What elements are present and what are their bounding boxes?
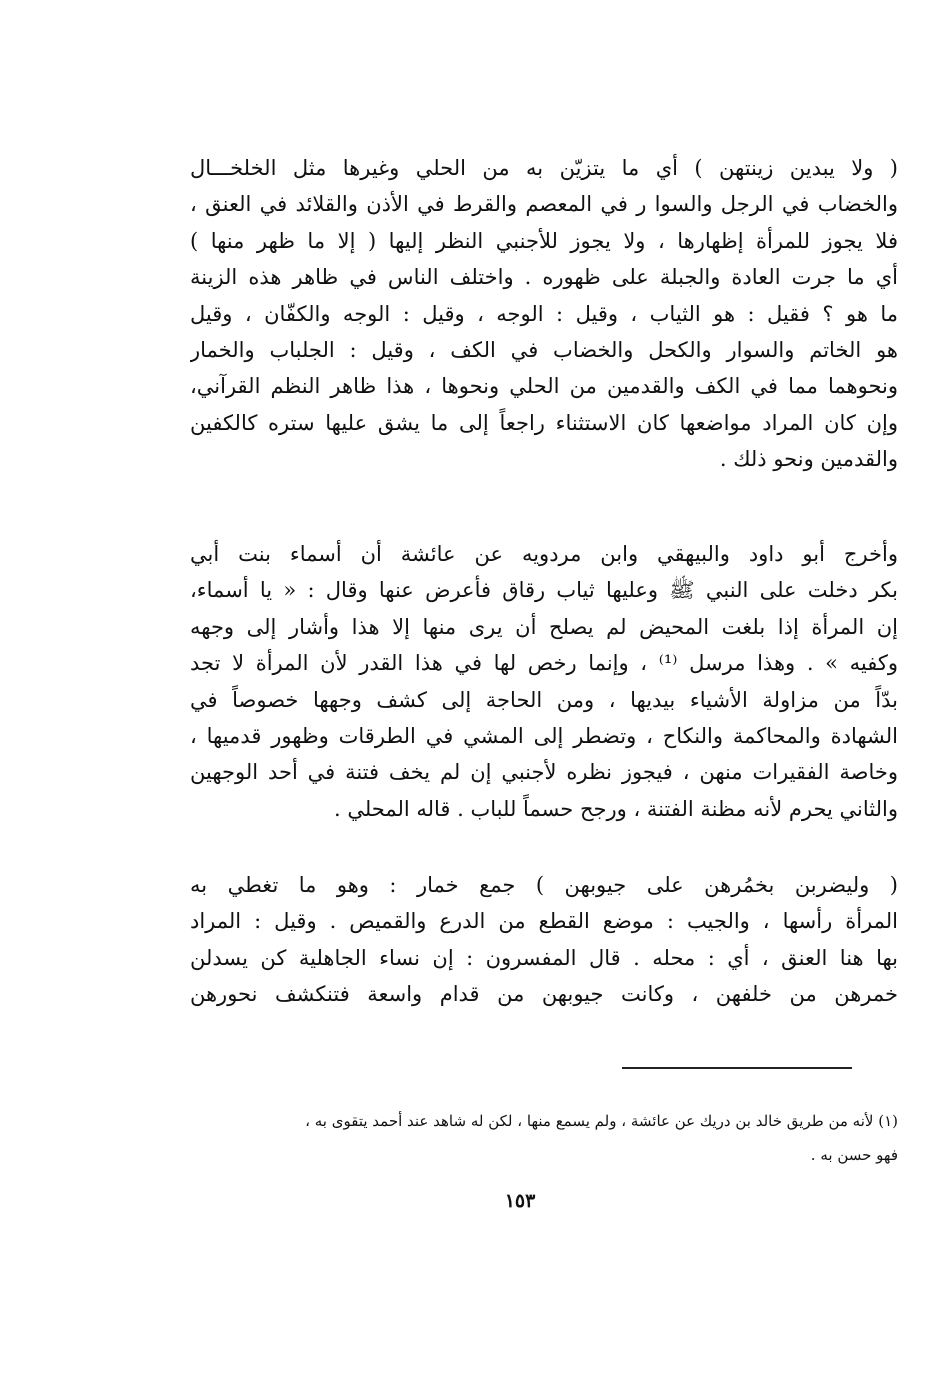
text-line: ( وليضربن بخمُرهن على جيوبهن ) جمع خمار : وهو ما تغطي به (190, 873, 898, 897)
text-line: بدّاً من مزاولة الأشياء بيديها ، ومن الحاجة إلى كشف وجهها خصوصاً في (190, 687, 898, 712)
text-line: المرأة رأسها ، والجيب : موضع القطع من الدرع والقميص . وقيل : المراد (190, 909, 898, 934)
text-line: خمرهن من خلفهن ، وكانت جيوبهن من قدام واسعة فتنكشف نحورهن (190, 982, 898, 1007)
text-line: أي ما جرت العادة والجبلة على ظهوره . واختلف الناس في ظاهر هذه الزينة (190, 265, 898, 290)
text-line: والقدمين ونحو ذلك . (719, 447, 898, 472)
text-line: والخضاب في الرجل والسوا ر في المعصم والقرط في الأذن والقلائد في العنق ، (190, 192, 898, 217)
footnotes (190, 1104, 898, 1172)
text-line: وإن كان المراد مواضعها كان الاستثناء راجعاً إلى ما يشق عليها ستره كالكفين (190, 410, 898, 435)
text-line: وأخرج أبو داود والبيهقي وابن مردويه عن عائشة أن أسماء بنت أبي (190, 542, 898, 566)
text-line: الشهادة والمحاكمة والنكاح ، وتضطر إلى المشي في الطرقات وظهور قدميها ، (190, 723, 898, 748)
text-line: والثاني يحرم لأنه مظنة الفتنة ، ورجح حسماً للباب . قاله المحلي . (333, 796, 898, 821)
page-number: ١٥٣ (504, 1190, 536, 1212)
text-line: فلا يجوز للمرأة إظهارها ، ولا يجوز للأجنبي النظر إليها ( إلا ما ظهر منها ) (190, 228, 898, 253)
footnote-line: (١) لأنه من طريق خالد بن دريك عن عائشة ، ولم يسمع منها ، لكن له شاهد عند أحمد يتقوى به ، (305, 1112, 898, 1130)
text-line: هو الخاتم والسوار والكحل والخضاب في الكف ، وقيل : الجلباب والخمار (190, 337, 898, 362)
text-line: إن المرأة إذا بلغت المحيض لم يصلح أن يرى منها إلا هذا وأشار إلى وجهه (190, 614, 898, 639)
text-line: ما هو ؟ فقيل : هو الثياب ، وقيل : الوجه ، وقيل : الوجه والكفّان ، وقيل (190, 301, 898, 326)
text-line: بها هنا العنق ، أي : محله . قال المفسرون : إن نساء الجاهلية كن يسدلن (190, 945, 898, 970)
paragraph-3 (190, 867, 898, 1013)
footnote-divider (622, 1067, 852, 1069)
footnote-line: فهو حسن به . (810, 1146, 898, 1164)
text-line: ( ولا يبدين زينتهن ) أي ما يتزيّن به من الحلي وغيرها مثل الخلخـــال (190, 156, 898, 180)
paragraph-1 (190, 150, 898, 478)
text-line: ونحوهما مما في الكف والقدمين من الحلي ونحوها ، هذا ظاهر النظم القرآني، (190, 374, 898, 399)
text-line: بكر دخلت على النبي ﷺ وعليها ثياب رقاق فأعرض عنها وقال : « يا أسماء، (190, 578, 898, 603)
text-line: وخاصة الفقيرات منهن ، فيجوز نظره لأجنبي إن لم يخف فتنة في أحد الوجهين (190, 760, 898, 785)
text-line: وكفيه » . وهذا مرسل ⁽¹⁾ ، وإنما رخص لها في هذا القدر لأن المرأة لا تجد (190, 651, 898, 676)
paragraph-2 (190, 536, 898, 827)
